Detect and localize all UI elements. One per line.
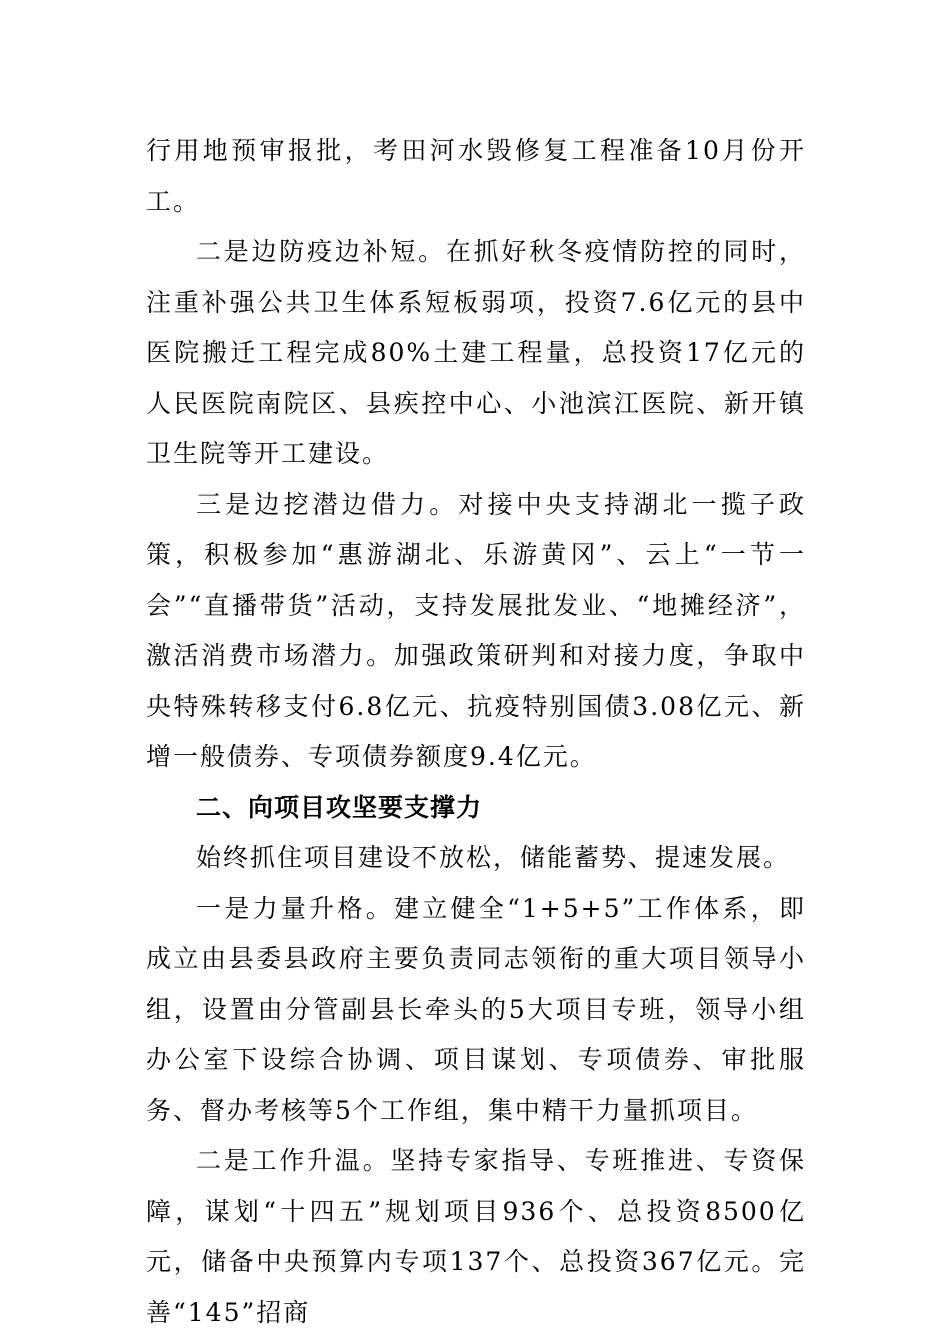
paragraph-strength-upgrade: 一是力量升格。建立健全“1+5+5”工作体系，即成立由县委县政府主要负责同志领衔的重大项目领导小组，设置由分管副县长牵头的5大项目专班，领导小组办公室下设综合协调、项目谋划、专项债券、审批服务、督办考核等5个工作组，集中精干力量抓项目。 (146, 893, 806, 1125)
section-heading: 二、向项目攻坚要支撑力 (196, 792, 483, 822)
paragraph-section-intro: 始终抓住项目建设不放松，储能蓄势、提速发展。 (196, 843, 791, 872)
paragraph-epidemic-prevention: 二是边防疫边补短。在抓好秋冬疫情防控的同时，注重补强公共卫生体系短板弱项，投资7.6亿元的县中医院搬迁工程完成80%土建工程量，总投资17亿元的人民医院南院区、县疾控中心、小池滨江医院、新开镇卫生院等开工建设。 (146, 237, 806, 468)
paragraph-continuation: 行用地预审报批，考田河水毁修复工程准备10月份开工。 (146, 136, 806, 216)
paragraph-work-upgrade: 二是工作升温。坚持专家指导、专班推进、专资保障，谋划“十四五”规划项目936个、总投资8500亿元，储备中央预算内专项137个、总投资367亿元。完善“145”招商 (146, 1146, 806, 1327)
document-body (146, 126, 806, 1338)
paragraph-tap-potential: 三是边挖潜边借力。对接中央支持湖北一揽子政策，积极参加“惠游湖北、乐游黄冈”、云上“一节一会”“直播带货”活动，支持发展批发业、“地摊经济”，激活消费市场潜力。加强政策研判和对接力度，争取中央特殊转移支付6.8亿元、抗疫特别国债3.08亿元、新增一般债券、专项债券额度9.4亿元。 (146, 489, 806, 771)
